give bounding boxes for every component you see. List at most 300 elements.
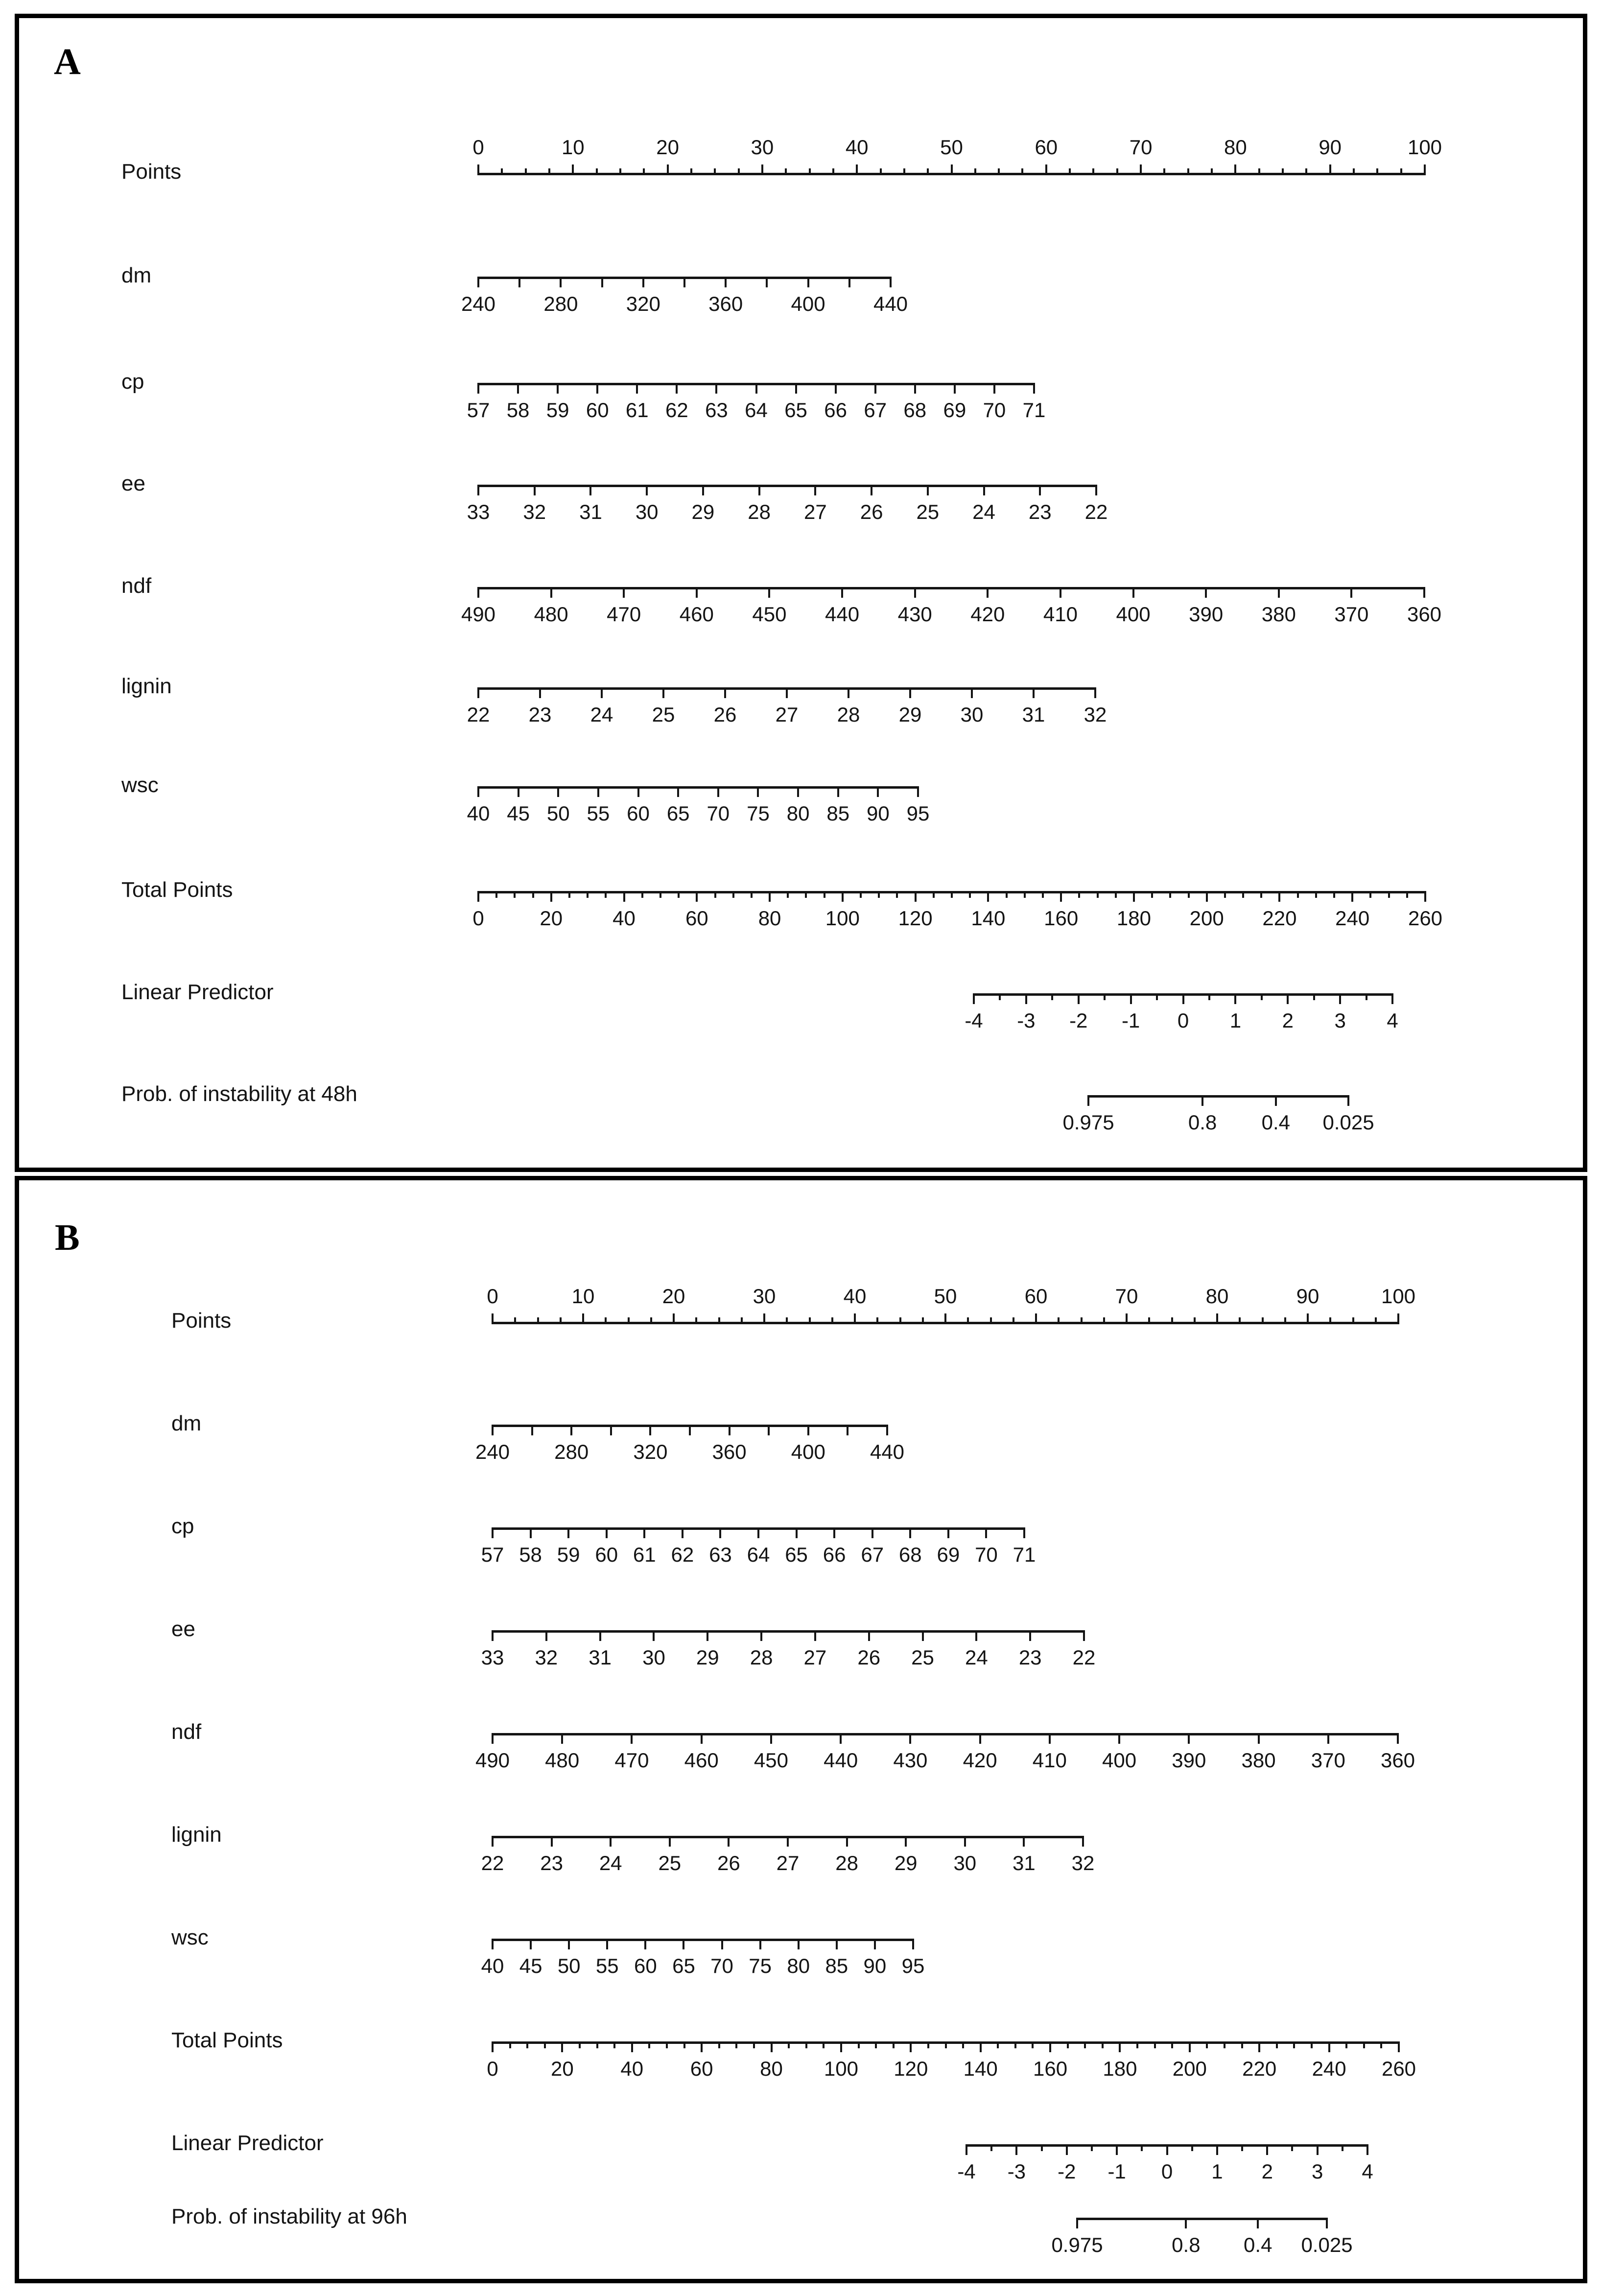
tick-points [854, 1313, 856, 1324]
tick-ndf [477, 587, 479, 598]
tick-label-cp: 64 [745, 398, 768, 422]
tick-label-ndf: 430 [897, 603, 932, 626]
tick-cp [872, 1527, 873, 1538]
tick-label-ndf: 480 [534, 603, 568, 626]
tick-total_points [1406, 891, 1408, 898]
tick-label-dm: 440 [873, 292, 908, 315]
tick-wsc [568, 1939, 570, 1949]
axis-label-points: Points [171, 1308, 232, 1333]
tick-label-points: 80 [1224, 136, 1247, 159]
tick-wsc [759, 1939, 761, 1949]
tick-label-linear_predictor: -4 [965, 1009, 983, 1032]
tick-points [596, 168, 598, 175]
tick-ndf [840, 1733, 842, 1744]
tick-lignin [786, 687, 788, 698]
tick-ndf [1049, 1733, 1051, 1744]
tick-linear_predictor [1182, 993, 1184, 1004]
tick-points [738, 168, 740, 175]
tick-cp [993, 383, 995, 394]
tick-dm [847, 1425, 848, 1435]
axis-label-ndf: ndf [121, 573, 152, 598]
tick-ndf [987, 587, 989, 598]
tick-label-probability: 0.025 [1322, 1111, 1374, 1134]
tick-label-probability: 0.975 [1051, 2233, 1103, 2256]
tick-label-points: 10 [561, 136, 585, 159]
tick-label-linear_predictor: -1 [1107, 2160, 1126, 2183]
tick-label-probability: 0.975 [1062, 1111, 1114, 1134]
tick-label-dm: 320 [626, 292, 660, 315]
tick-label-cp: 70 [983, 398, 1006, 422]
tick-total_points [962, 2041, 964, 2048]
tick-total_points [532, 891, 534, 898]
tick-total_points [561, 2041, 563, 2052]
tick-total_points [1014, 2041, 1016, 2048]
tick-ee [545, 1630, 547, 1641]
tick-ndf [1350, 587, 1352, 598]
tick-label-dm: 320 [633, 1440, 668, 1463]
tick-label-ndf: 450 [754, 1749, 788, 1772]
tick-cp [755, 383, 757, 394]
tick-ndf [631, 1733, 633, 1744]
tick-label-points: 0 [487, 1285, 498, 1308]
tick-total_points [1398, 2041, 1400, 2052]
axis-label-dm: dm [121, 263, 152, 287]
tick-label-wsc: 40 [467, 802, 490, 825]
tick-label-dm: 440 [870, 1440, 905, 1463]
tick-linear_predictor [1051, 993, 1053, 1000]
tick-cp [719, 1527, 721, 1538]
tick-label-linear_predictor: 1 [1211, 2160, 1223, 2183]
tick-linear_predictor [990, 2144, 992, 2151]
axis-label-ee: ee [171, 1617, 195, 1641]
tick-label-cp: 61 [625, 398, 649, 422]
tick-total_points [1276, 2041, 1278, 2048]
tick-label-lignin: 30 [953, 1851, 977, 1874]
tick-label-wsc: 95 [901, 1954, 925, 1977]
tick-ee [760, 1630, 762, 1641]
tick-lignin [787, 1836, 789, 1847]
tick-total_points [1151, 891, 1153, 898]
tick-points [951, 164, 953, 175]
tick-points [856, 164, 858, 175]
tick-label-total_points: 140 [971, 907, 1006, 930]
tick-points [605, 1317, 607, 1324]
tick-dm [807, 1425, 809, 1435]
tick-total_points [788, 2041, 790, 2048]
tick-cp [517, 383, 519, 394]
tick-ndf [841, 587, 843, 598]
tick-total_points [1293, 2041, 1295, 2048]
tick-total_points [1333, 891, 1335, 898]
tick-total_points [514, 891, 516, 898]
tick-dm [725, 277, 727, 287]
tick-label-total_points: 220 [1242, 2057, 1277, 2080]
tick-points [1397, 1313, 1399, 1324]
tick-label-points: 60 [1035, 136, 1058, 159]
tick-label-cp: 70 [975, 1543, 998, 1566]
tick-label-lignin: 31 [1022, 703, 1045, 726]
tick-label-ndf: 420 [963, 1749, 997, 1772]
tick-linear_predictor [1391, 993, 1393, 1004]
tick-label-ndf: 410 [1043, 603, 1078, 626]
tick-label-total_points: 180 [1116, 907, 1151, 930]
tick-cp [567, 1527, 569, 1538]
tick-ndf [768, 587, 770, 598]
tick-label-lignin: 23 [528, 703, 552, 726]
tick-ee [922, 1630, 924, 1641]
tick-label-total_points: 80 [758, 907, 781, 930]
tick-wsc [557, 786, 559, 797]
tick-label-ee: 28 [748, 500, 771, 523]
tick-total_points [1224, 2041, 1225, 2048]
tick-points [643, 168, 645, 175]
tick-dm [601, 277, 603, 287]
tick-total_points [1189, 2041, 1191, 2052]
tick-label-cp: 71 [1022, 398, 1046, 422]
tick-label-lignin: 27 [776, 1851, 800, 1874]
tick-wsc [717, 786, 719, 797]
tick-label-ee: 33 [481, 1646, 504, 1669]
tick-wsc [798, 1939, 800, 1949]
tick-label-total_points: 200 [1172, 2057, 1207, 2080]
tick-points [537, 1317, 539, 1324]
tick-label-wsc: 45 [519, 1954, 542, 1977]
tick-lignin [539, 687, 541, 698]
tick-ndf [770, 1733, 772, 1744]
tick-total_points [915, 891, 917, 902]
tick-label-total_points: 60 [690, 2057, 713, 2080]
axis-line-ee [477, 485, 1097, 487]
tick-total_points [1388, 891, 1390, 898]
tick-points [1081, 1317, 1083, 1324]
tick-label-ndf: 380 [1261, 603, 1296, 626]
tick-total_points [1260, 891, 1262, 898]
tick-ndf [1258, 1733, 1260, 1744]
tick-cp [833, 1527, 835, 1538]
tick-linear_predictor [1191, 2144, 1193, 2151]
tick-label-ndf: 460 [679, 603, 714, 626]
tick-points [809, 1317, 811, 1324]
tick-dm [570, 1425, 572, 1435]
tick-ee [1083, 1630, 1085, 1641]
tick-label-total_points: 100 [824, 2057, 858, 2080]
tick-label-probability: 0.4 [1244, 2233, 1272, 2256]
tick-probability [1275, 1095, 1277, 1106]
tick-dm [610, 1425, 612, 1435]
tick-total_points [660, 891, 661, 898]
tick-points [1140, 164, 1142, 175]
tick-ndf [550, 587, 552, 598]
tick-label-linear_predictor: -3 [1017, 1009, 1036, 1032]
tick-lignin [846, 1836, 848, 1847]
tick-label-points: 0 [472, 136, 484, 159]
tick-ee [983, 485, 985, 495]
tick-cp [530, 1527, 532, 1538]
tick-label-ee: 33 [467, 500, 490, 523]
tick-points [1058, 1317, 1060, 1324]
tick-dm [689, 1425, 691, 1435]
tick-ee [653, 1630, 655, 1641]
tick-wsc [492, 1939, 494, 1949]
tick-points [1013, 1317, 1014, 1324]
tick-linear_predictor [1339, 993, 1341, 1004]
tick-ndf [909, 1733, 911, 1744]
tick-lignin [1023, 1836, 1025, 1847]
tick-label-ee: 22 [1084, 500, 1108, 523]
tick-label-dm: 360 [712, 1440, 747, 1463]
tick-points [927, 168, 929, 175]
tick-dm [766, 277, 768, 287]
tick-label-cp: 66 [823, 1543, 846, 1566]
tick-label-total_points: 160 [1033, 2057, 1068, 2080]
tick-label-wsc: 55 [595, 1954, 619, 1977]
tick-points [922, 1317, 924, 1324]
tick-label-ndf: 470 [614, 1749, 649, 1772]
tick-label-wsc: 70 [710, 1954, 733, 1977]
tick-cp [682, 1527, 683, 1538]
tick-cp [606, 1527, 608, 1538]
tick-total_points [1078, 891, 1080, 898]
tick-points [1103, 1317, 1105, 1324]
tick-total_points [1242, 891, 1244, 898]
tick-probability [1326, 2218, 1328, 2228]
tick-dm [886, 1425, 888, 1435]
tick-label-wsc: 60 [627, 802, 650, 825]
tick-points [876, 1317, 878, 1324]
tick-label-cp: 60 [586, 398, 609, 422]
tick-total_points [753, 2041, 755, 2048]
axis-label-lignin: lignin [171, 1822, 222, 1847]
tick-wsc [757, 786, 759, 797]
tick-total_points [771, 2041, 773, 2052]
tick-total_points [1115, 891, 1117, 898]
tick-total_points [1136, 2041, 1138, 2048]
tick-label-ndf: 390 [1172, 1749, 1206, 1772]
tick-wsc [597, 786, 599, 797]
tick-dm [649, 1425, 651, 1435]
tick-total_points [878, 891, 880, 898]
tick-linear_predictor [1166, 2144, 1168, 2155]
tick-label-lignin: 31 [1013, 1851, 1036, 1874]
tick-total_points [509, 2041, 511, 2048]
tick-points [501, 168, 503, 175]
tick-label-points: 40 [843, 1285, 867, 1308]
tick-total_points [1345, 2041, 1347, 2048]
tick-total_points [696, 891, 698, 902]
tick-label-ndf: 400 [1102, 1749, 1137, 1772]
tick-ndf [701, 1733, 703, 1744]
tick-label-points: 10 [571, 1285, 595, 1308]
tick-total_points [495, 891, 497, 898]
panel-b-box [15, 1176, 1587, 2283]
tick-total_points [1424, 891, 1426, 902]
axis-line-probability [1087, 1095, 1349, 1098]
tick-points [809, 168, 811, 175]
tick-label-ndf: 370 [1311, 1749, 1345, 1772]
tick-cp [1033, 383, 1035, 394]
tick-wsc [837, 786, 839, 797]
tick-label-linear_predictor: 1 [1229, 1009, 1242, 1032]
tick-cp [909, 1527, 911, 1538]
tick-label-linear_predictor: 3 [1334, 1009, 1346, 1032]
tick-total_points [1258, 2041, 1260, 2052]
tick-points [492, 1313, 494, 1324]
axis-label-wsc: wsc [121, 773, 159, 797]
tick-cp [835, 383, 837, 394]
tick-label-linear_predictor: 2 [1282, 1009, 1294, 1032]
tick-ee [492, 1630, 494, 1641]
tick-label-ee: 30 [642, 1646, 665, 1669]
tick-ee [589, 485, 591, 495]
tick-total_points [840, 2041, 842, 2052]
tick-total_points [1097, 891, 1099, 898]
tick-points [1069, 168, 1071, 175]
tick-cp [715, 383, 717, 394]
tick-linear_predictor [1078, 993, 1080, 1004]
tick-label-ndf: 380 [1241, 1749, 1276, 1772]
tick-label-ndf: 460 [684, 1749, 719, 1772]
tick-label-lignin: 32 [1071, 1851, 1095, 1874]
tick-total_points [769, 891, 771, 902]
tick-label-ee: 29 [696, 1646, 719, 1669]
axis-label-wsc: wsc [171, 1925, 209, 1949]
tick-label-cp: 62 [665, 398, 688, 422]
tick-linear_predictor [1130, 993, 1132, 1004]
tick-label-total_points: 80 [760, 2057, 783, 2080]
tick-linear_predictor [1104, 993, 1106, 1000]
tick-ee [646, 485, 648, 495]
tick-lignin [662, 687, 664, 698]
tick-linear_predictor [1366, 993, 1367, 1000]
tick-total_points [933, 891, 935, 898]
tick-label-wsc: 50 [546, 802, 570, 825]
tick-total_points [823, 2041, 825, 2048]
tick-label-dm: 400 [791, 292, 825, 315]
tick-points [1216, 1313, 1218, 1324]
tick-points [1353, 168, 1355, 175]
tick-label-wsc: 65 [672, 1954, 695, 1977]
tick-label-ee: 31 [589, 1646, 612, 1669]
tick-label-dm: 280 [554, 1440, 589, 1463]
tick-label-ndf: 420 [970, 603, 1005, 626]
tick-lignin [905, 1836, 907, 1847]
tick-ee [477, 485, 479, 495]
tick-total_points [896, 891, 898, 898]
tick-label-points: 90 [1296, 1285, 1319, 1308]
tick-label-total_points: 40 [613, 907, 636, 930]
tick-label-wsc: 40 [481, 1954, 504, 1977]
tick-label-wsc: 80 [786, 802, 810, 825]
tick-total_points [714, 891, 716, 898]
tick-wsc [530, 1939, 532, 1949]
tick-label-lignin: 23 [540, 1851, 563, 1874]
tick-label-total_points: 240 [1335, 907, 1370, 930]
tick-ee [599, 1630, 601, 1641]
tick-cp [985, 1527, 987, 1538]
tick-cp [757, 1527, 759, 1538]
tick-label-cp: 59 [557, 1543, 580, 1566]
tick-dm [848, 277, 850, 287]
tick-dm [642, 277, 644, 287]
tick-label-total_points: 40 [620, 2057, 644, 2080]
tick-linear_predictor [1208, 993, 1210, 1000]
tick-cp [477, 383, 479, 394]
axis-label-probability: Prob. of instability at 48h [121, 1081, 357, 1106]
tick-total_points [718, 2041, 720, 2048]
panel-a-letter: A [54, 41, 81, 82]
tick-cp [636, 383, 638, 394]
tick-label-linear_predictor: 4 [1362, 2160, 1373, 2183]
tick-label-wsc: 50 [557, 1954, 581, 1977]
tick-label-lignin: 28 [835, 1851, 858, 1874]
tick-total_points [1363, 2041, 1365, 2048]
tick-linear_predictor [1041, 2144, 1043, 2151]
tick-total_points [751, 891, 753, 898]
tick-label-ndf: 440 [825, 603, 860, 626]
tick-total_points [969, 891, 971, 898]
tick-total_points [648, 2041, 650, 2048]
tick-total_points [805, 891, 807, 898]
tick-points [1194, 1317, 1196, 1324]
tick-label-ee: 23 [1018, 1646, 1042, 1669]
tick-total_points [587, 891, 589, 898]
tick-points [1148, 1317, 1150, 1324]
tick-dm [477, 277, 479, 287]
tick-points [990, 1317, 992, 1324]
tick-total_points [824, 891, 825, 898]
tick-label-dm: 360 [708, 292, 743, 315]
tick-ee [707, 1630, 708, 1641]
tick-label-cp: 68 [903, 398, 927, 422]
tick-label-total_points: 60 [685, 907, 708, 930]
tick-total_points [631, 2041, 633, 2052]
tick-label-ee: 25 [911, 1646, 934, 1669]
tick-points [1035, 1313, 1037, 1324]
tick-total_points [666, 2041, 668, 2048]
tick-lignin [964, 1836, 966, 1847]
tick-total_points [951, 891, 953, 898]
tick-label-points: 100 [1407, 136, 1442, 159]
tick-linear_predictor [1216, 2144, 1218, 2155]
tick-label-ee: 28 [750, 1646, 773, 1669]
tick-label-total_points: 20 [540, 907, 563, 930]
tick-label-cp: 63 [709, 1543, 732, 1566]
tick-dm [807, 277, 809, 287]
tick-points [1262, 1317, 1264, 1324]
tick-total_points [526, 2041, 528, 2048]
tick-dm [518, 277, 520, 287]
tick-ee [702, 485, 704, 495]
tick-points [1116, 168, 1118, 175]
tick-lignin [610, 1836, 612, 1847]
tick-total_points [858, 2041, 860, 2048]
tick-label-ee: 26 [857, 1646, 881, 1669]
tick-cp [1023, 1527, 1025, 1538]
axis-line-ee [492, 1630, 1085, 1633]
tick-total_points [945, 2041, 947, 2048]
tick-cp [914, 383, 916, 394]
tick-total_points [1369, 891, 1371, 898]
tick-points [1126, 1313, 1128, 1324]
tick-total_points [1006, 891, 1008, 898]
tick-total_points [1154, 2041, 1156, 2048]
tick-points [1239, 1317, 1241, 1324]
tick-label-points: 60 [1024, 1285, 1048, 1308]
tick-label-cp: 65 [784, 398, 807, 422]
tick-label-points: 30 [753, 1285, 776, 1308]
tick-label-cp: 64 [747, 1543, 770, 1566]
tick-dm [492, 1425, 494, 1435]
